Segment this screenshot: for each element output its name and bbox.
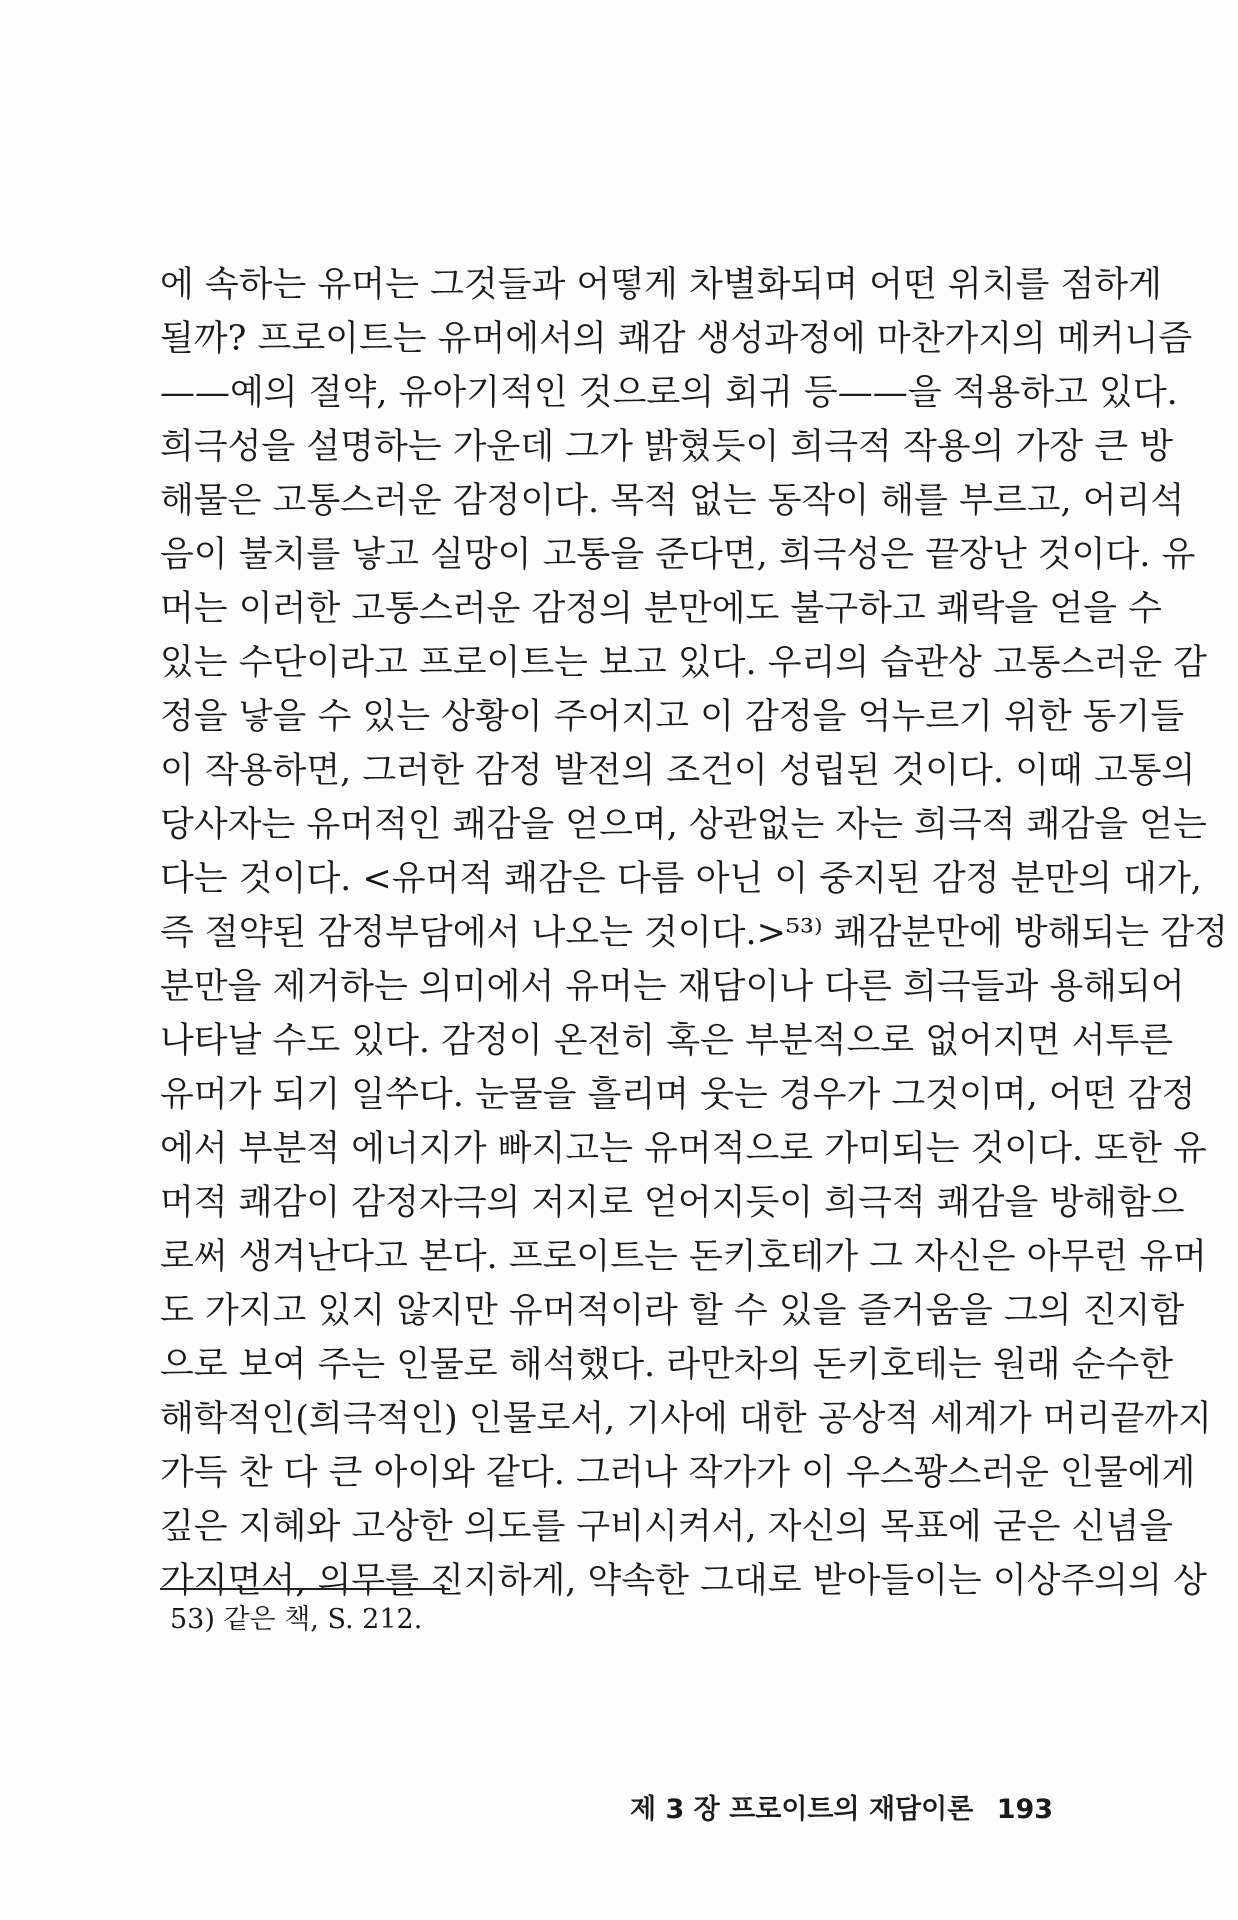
chapter-title: 제 3 장 프로이트의 재담이론	[630, 1794, 974, 1825]
text-line: 희극성을 설명하는 가운데 그가 밝혔듯이 희극적 작용의 가장 큰 방	[160, 427, 1174, 467]
text-line: 에서 부분적 에너지가 빠지고는 유머적으로 가미되는 것이다. 또한 유	[160, 1129, 1207, 1169]
text-line: 도 가지고 있지 않지만 유머적이라 할 수 있을 즐거움을 그의 진지함	[160, 1291, 1185, 1331]
text-line: 가지면서, 의무를 진지하게, 약속한 그대로 받아들이는 이상주의의 상	[160, 1561, 1207, 1601]
text-line: 해물은 고통스러운 감정이다. 목적 없는 동작이 해를 부르고, 어리석	[160, 481, 1185, 521]
text-line: 분만을 제거하는 의미에서 유머는 재담이나 다른 희극들과 용해되어	[160, 967, 1185, 1007]
text-line: 있는 수단이라고 프로이트는 보고 있다. 우리의 습관상 고통스러운 감	[160, 643, 1207, 683]
text-line: 다는 것이다. <유머적 쾌감은 다름 아닌 이 중지된 감정 분만의 대가,	[160, 859, 1202, 899]
text-line: 이 작용하면, 그러한 감정 발전의 조건이 성립된 것이다. 이때 고통의	[160, 751, 1196, 791]
footnote-divider	[160, 1588, 450, 1590]
page-number: 193	[996, 1794, 1054, 1825]
text-line: 머적 쾌감이 감정자극의 저지로 얻어지듯이 희극적 쾌감을 방해함으	[160, 1183, 1185, 1223]
running-footer	[630, 1790, 1053, 1830]
text-line: 나타날 수도 있다. 감정이 온전히 혹은 부분적으로 없어지면 서투른	[160, 1021, 1174, 1061]
text-line: 음이 불치를 낳고 실망이 고통을 준다면, 희극성은 끝장난 것이다. 유	[160, 535, 1196, 575]
body-text	[160, 258, 1228, 1608]
text-line: 에 속하는 유머는 그것들과 어떻게 차별화되며 어떤 위치를 점하게	[160, 265, 1162, 305]
text-line: ——예의 절약, 유아기적인 것으로의 회귀 등——을 적용하고 있다.	[160, 373, 1178, 413]
text-line: 당사자는 유머적인 쾌감을 얻으며, 상관없는 자는 희극적 쾌감을 얻는	[160, 805, 1207, 845]
text-line: 정을 낳을 수 있는 상황이 주어지고 이 감정을 억누르기 위한 동기들	[160, 697, 1185, 737]
text-line: 으로 보여 주는 인물로 해석했다. 라만차의 돈키호테는 원래 순수한	[160, 1345, 1174, 1385]
text-line: 될까? 프로이트는 유머에서의 쾌감 생성과정에 마찬가지의 메커니즘	[160, 319, 1193, 359]
text-line: 해학적인(희극적인) 인물로서, 기사에 대한 공상적 세계가 머리끝까지	[160, 1399, 1212, 1439]
text-line: 머는 이러한 고통스러운 감정의 분만에도 불구하고 쾌락을 얻을 수	[160, 589, 1162, 629]
text-line: 로써 생겨난다고 본다. 프로이트는 돈키호테가 그 자신은 아무런 유머	[160, 1237, 1207, 1277]
footnote: 53) 같은 책, S. 212.	[170, 1604, 423, 1635]
text-line: 유머가 되기 일쑤다. 눈물을 흘리며 웃는 경우가 그것이며, 어떤 감정	[160, 1075, 1196, 1115]
text-line: 즉 절약된 감정부담에서 나오는 것이다.>⁵³⁾ 쾌감분만에 방해되는 감정	[160, 913, 1228, 953]
text-line: 깊은 지혜와 고상한 의도를 구비시켜서, 자신의 목표에 굳은 신념을	[160, 1507, 1174, 1547]
text-line: 가득 찬 다 큰 아이와 같다. 그러나 작가가 이 우스꽝스러운 인물에게	[160, 1453, 1196, 1493]
